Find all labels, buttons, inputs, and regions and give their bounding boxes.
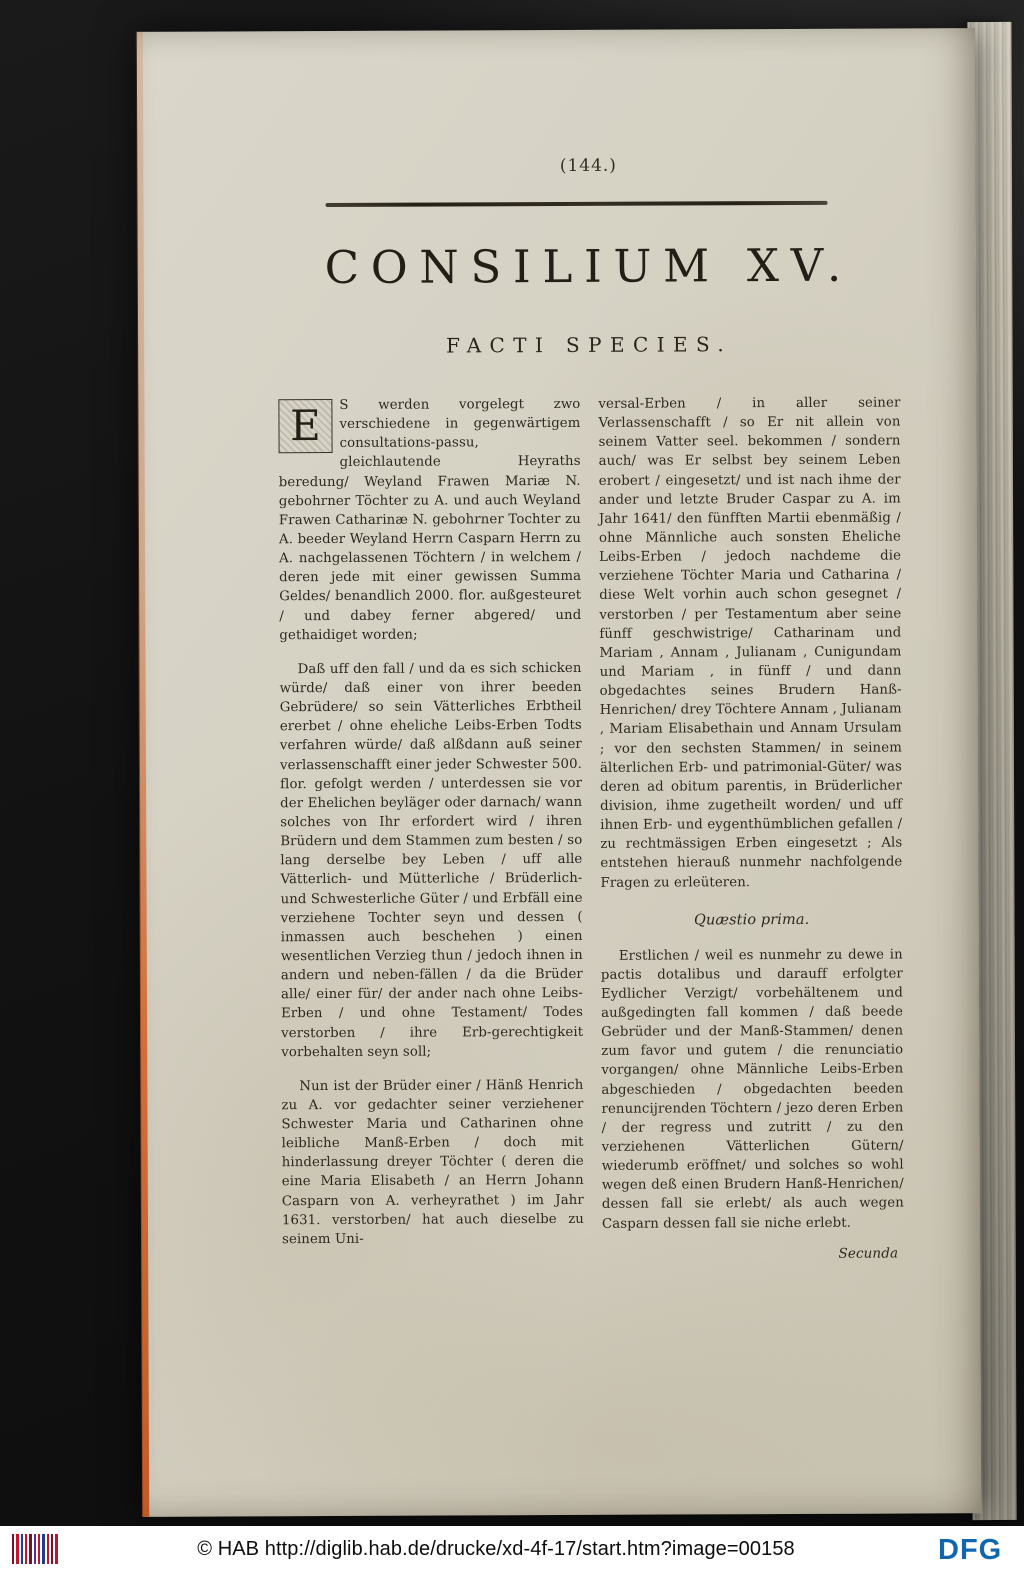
- page-number: (144.): [559, 155, 617, 176]
- dfg-logo: [934, 1532, 1012, 1566]
- copyright-url: © HAB http://diglib.hab.de/drucke/xd-4f-17/start.htm?image=00158: [197, 1537, 795, 1560]
- dfg-logo-text: DFG: [938, 1534, 1003, 1566]
- hab-barcode-logo: [12, 1534, 58, 1564]
- text-columns: [278, 394, 904, 1267]
- quaestio-heading: Quæstio prima.: [693, 911, 810, 929]
- paragraph: Erstlichen / weil es nunmehr zu dewe in pactis dotalibus und darauff erfolgter Eydlicher Verzigt/ vorbehältenem und außgedingten fall kommen / daß beede Gebrüder und der Manß-Stammen/ denen zum favor und gutem / die renunciatio vorgangen/ ohne Männliche Leibs-Erben abgeschieden / obgedachten beeden renuncijrenden Töchtern / jezo deren Erben / der regress und zutritt / zu den verziehenen Vätterlichen Gütern/ wiederumb eröffnet/ und solches so wohl wegen deß einen Brudern Hanß-Henrichen/ dessen fall sie erlebt/ als auch wegen Casparn dessen fall sie niche erlebt.: [600, 947, 904, 1232]
- section-heading: FACTI SPECIES.: [446, 332, 733, 358]
- paragraph: Daß uff den fall / und da es sich schicken würde/ daß einer von ihrer beeden Gebrüdere/ so sein Vätterliches Erbtheil ererbet / ohne eheliche Leibs-Erben Todts verfahren würde/ daß alßdann auß seiner verlassenschafft einer jeder Schwester 500. flor. gefolgt werden / unterdessen sie vor der Ehelichen beyläger oder darnach/ wann solches von Ihr erfordert wird / ihren Brüdern und dem Stammen zum besten / so lang derselbe bey Leben / uff alle Vätterlich- und Mütterliche / Brüderlich- und Schwesterliche Güter / und Erbfäll eine verziehene Tochter seyn und dessen ( inmassen auch beschehen ) einen wesentlichen Verzieg thun / jedoch ihnen in andern und neben-fällen / da die Brüder alle/ einer für/ der ander nach ohne Leibs-Erben / und ohne Testament/ Todes verstorben / ihre Erb-gerechtigkeit vorbehalten seyn soll;: [279, 660, 584, 1060]
- page-text-block: [277, 155, 904, 1267]
- paragraph-text: S werden vorgelegt zwo verschiedene in gegenwärtigem consultations-passu, gleichlautende Heyraths beredung/ Weyland Frawen Mariæ N. gebohrner Töchter zu A. und auch Weyland Frawen Catharinæ N. gebohrner Tochter zu A. beeder Weyland Herrn Casparn Herrn zu A. nachgelassenen Töchtern / in welchem / deren jede mit einer gewissen Summa Geldes/ benandlich 2000. flor. außgesteuret / und dabey ferner abgered/ und gethaidiget worden;: [278, 396, 582, 643]
- catchword: Secunda: [838, 1245, 899, 1262]
- drop-cap-initial: E: [278, 399, 332, 453]
- viewer-footer: [0, 1526, 1024, 1572]
- header-rule: [326, 201, 828, 207]
- paragraph: versal-Erben / in aller seiner Verlassenschafft / so Er nit allein von seinem Vatter seel. bekommen / sondern auch/ was Er selbst bey seinem Leben erobert / eingesetzt/ und ist nach ihme der ander und letzte Bruder Caspar zu A. im Jahr 1641/ den fünfften Martii ebenmäßig / ohne Männliche auch sonsten Eheliche Leibs-Erben / jedoch nachdeme die verziehene Töchter Maria und Catharina / diese Welt vorhin auch schon gesegnet / verstorben / per Testamentum aber seine fünff geschwistrige/ Catharinam und Mariam , Annam , Julianam , Cunigundam und Mariam , in fünff / und dann obgedachtes seines Brudern Hanß-Henrichen/ drey Töchtere Annam , Julianam , Mariam Elisabethain und Annam Ursulam ; vor den sechsten Stammen/ in seinem älterlichen Erb- und patrimonial-Güter/ was deren ad obitum parentis, in Brüderlicher division, ihme zugetheilt worden/ und uff ihnen Erb- und eygenthümblichen gefallen / zu rechtmässigen Erben eingesetzt ; Als entstehen hierauß nunmehr nachfolgende Fragen zu erleüteren.: [598, 395, 903, 891]
- right-column: [598, 394, 904, 1265]
- left-column: [278, 395, 584, 1266]
- page-title: CONSILIUM XV.: [324, 238, 854, 295]
- scanned-page: [137, 28, 981, 1517]
- paragraph: Nun ist der Brüder einer / Hänß Henrich zu A. vor gedachter seiner verziehener Schwester Maria und Catharinen ohne leibliche Manß-Erben / doch mit hinderlassung dreyer Töchter ( deren die eine Maria Elisabeth / an Herrn Johann Casparn von A. verheyrathet ) im Jahr 1631. verstorben/ hat auch dieselbe zu seinem Uni-: [281, 1077, 584, 1248]
- paragraph: [278, 395, 581, 645]
